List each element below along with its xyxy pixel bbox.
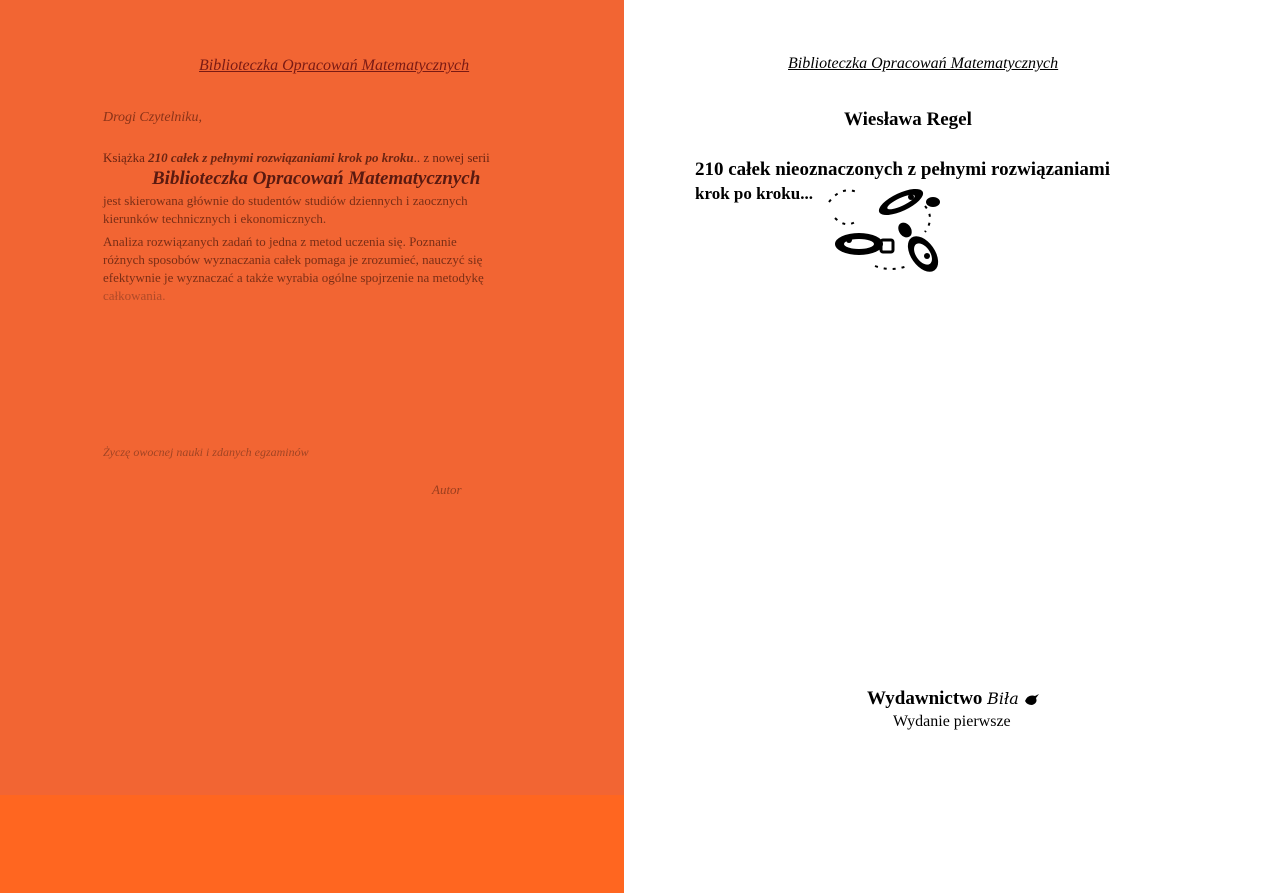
body-line: efektywnie je wyznaczać a także wyrabia ogólne spojrzenie na metodykę bbox=[103, 270, 484, 285]
body-line: całkowania. bbox=[103, 288, 166, 303]
left-page bbox=[0, 0, 624, 893]
publisher-prefix: Wydawnictwo bbox=[867, 688, 988, 709]
greeting: Drogi Czytelniku, bbox=[103, 110, 203, 125]
right-page bbox=[624, 0, 1263, 893]
bird-logo-icon bbox=[1024, 693, 1040, 707]
intro-prefix: Książka bbox=[103, 150, 149, 165]
intro-suffix: .. z nowej serii bbox=[413, 150, 490, 165]
signature: Autor bbox=[432, 482, 462, 497]
wish-text: Życzę owocnej nauki i zdanych egzaminów bbox=[103, 445, 309, 459]
intro-book-title: 210 całek z pełnymi rozwiązaniami krok po kroku bbox=[148, 150, 414, 165]
body-line: różnych sposobów wyznaczania całek pomaga je zrozumieć, nauczyć się bbox=[103, 252, 483, 267]
body-line: Analiza rozwiązanych zadań to jedna z metod uczenia się. Poznanie bbox=[103, 234, 457, 249]
body-line: jest skierowana głównie do studentów studiów dziennych i zaocznych bbox=[103, 193, 468, 208]
body-line: kierunków technicznych i ekonomicznych. bbox=[103, 211, 327, 226]
footprints-icon bbox=[815, 178, 955, 274]
book-title-line2: krok po kroku... bbox=[695, 184, 813, 203]
publisher bbox=[867, 688, 1040, 710]
left-page-inner bbox=[0, 0, 624, 795]
intro-paragraph bbox=[103, 150, 490, 166]
publisher-brand: Biła bbox=[987, 689, 1019, 708]
series-name-bold: Biblioteczka Opracowań Matematycznych bbox=[152, 168, 481, 189]
author-name: Wiesława Regel bbox=[844, 109, 972, 130]
left-series-title: Biblioteczka Opracowań Matematycznych bbox=[199, 57, 470, 74]
right-series-title: Biblioteczka Opracowań Matematycznych bbox=[788, 55, 1059, 72]
edition-text: Wydanie pierwsze bbox=[893, 713, 1011, 730]
book-title-line1: 210 całek nieoznaczonych z pełnymi rozwiązaniami bbox=[695, 159, 1110, 180]
